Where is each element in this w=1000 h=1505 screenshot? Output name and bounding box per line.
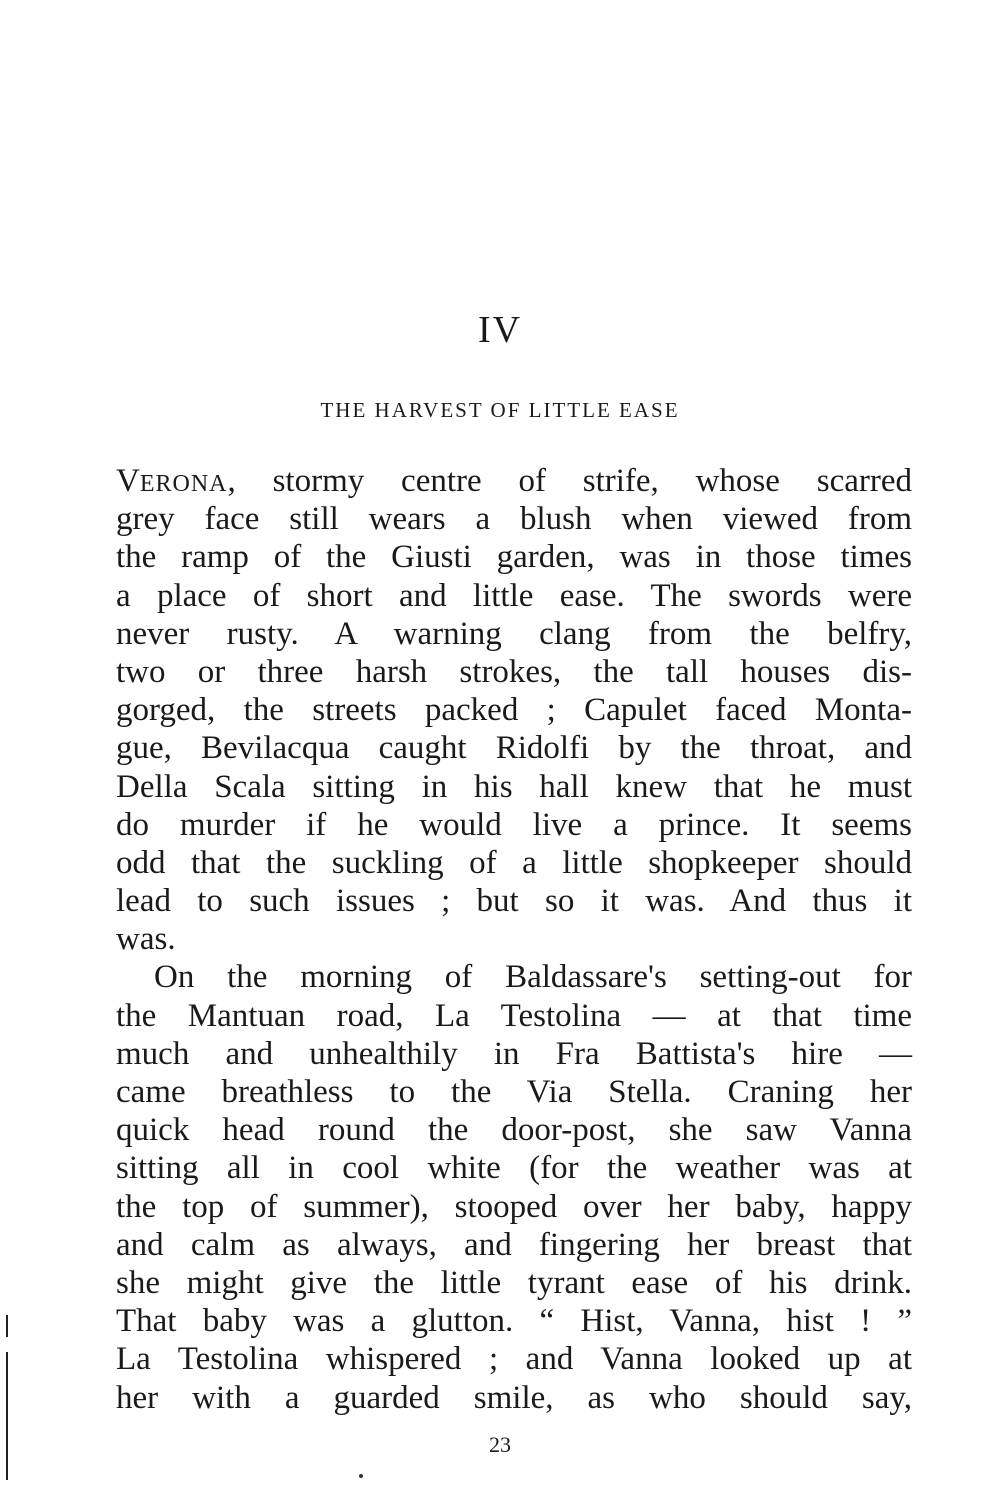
text-line: the ramp of the Giusti garden, was in those times bbox=[116, 539, 912, 576]
text-line: the Mantuan road, La Testolina — at that time bbox=[116, 997, 912, 1034]
text-line: never rusty. A warning clang from the belfry, bbox=[116, 615, 912, 652]
page-number: 23 bbox=[489, 1432, 511, 1457]
print-speck bbox=[359, 1474, 363, 1478]
text-line: a place of short and little ease. The swords were bbox=[116, 577, 912, 614]
text-line: her with a guarded smile, as who should say, bbox=[116, 1379, 912, 1416]
text-line: two or three harsh strokes, the tall houses dis- bbox=[116, 653, 912, 690]
text-line bbox=[116, 462, 912, 500]
text-line: Della Scala sitting in his hall knew that he must bbox=[116, 768, 912, 805]
margin-mark bbox=[6, 1352, 8, 1480]
text-line: came breathless to the Via Stella. Craning her bbox=[116, 1074, 912, 1110]
text-line: and calm as always, and fingering her breast that bbox=[116, 1226, 912, 1263]
drop-initial: V bbox=[116, 463, 140, 499]
text-line: gorged, the streets packed ; Capulet faced Monta- bbox=[116, 692, 912, 729]
text-line: On the morning of Baldassare's setting-out for bbox=[154, 959, 912, 996]
text-line: the top of summer), stooped over her baby, happy bbox=[116, 1188, 912, 1225]
text-line: do murder if he would live a prince. It seems bbox=[116, 806, 912, 843]
text-line: she might give the little tyrant ease of his drink. bbox=[116, 1264, 912, 1301]
line-text: , stormy centre of strife, whose scarred bbox=[227, 463, 912, 499]
text-line: lead to such issues ; but so it was. And thus it bbox=[116, 883, 912, 920]
text-line: gue, Bevilacqua caught Ridolfi by the throat, and bbox=[116, 730, 912, 767]
chapter-title: THE HARVEST OF LITTLE EASE bbox=[320, 398, 680, 422]
text-line: That baby was a glutton. “ Hist, Vanna, hist ! ” bbox=[116, 1303, 912, 1340]
text-line: grey face still wears a blush when viewed from bbox=[116, 501, 912, 538]
margin-mark bbox=[6, 1315, 8, 1337]
chapter-number: IV bbox=[477, 309, 523, 351]
body-text bbox=[116, 462, 912, 1417]
text-line: much and unhealthily in Fra Battista's hire — bbox=[116, 1035, 912, 1072]
text-line: sitting all in cool white (for the weather was at bbox=[116, 1150, 912, 1187]
text-line: odd that the suckling of a little shopkeeper should bbox=[116, 844, 912, 881]
text-line: was. bbox=[116, 921, 176, 958]
text-line: La Testolina whispered ; and Vanna looked up at bbox=[116, 1341, 912, 1378]
text-line: quick head round the door-post, she saw Vanna bbox=[116, 1112, 912, 1149]
small-caps-word: ERONA bbox=[139, 471, 228, 497]
